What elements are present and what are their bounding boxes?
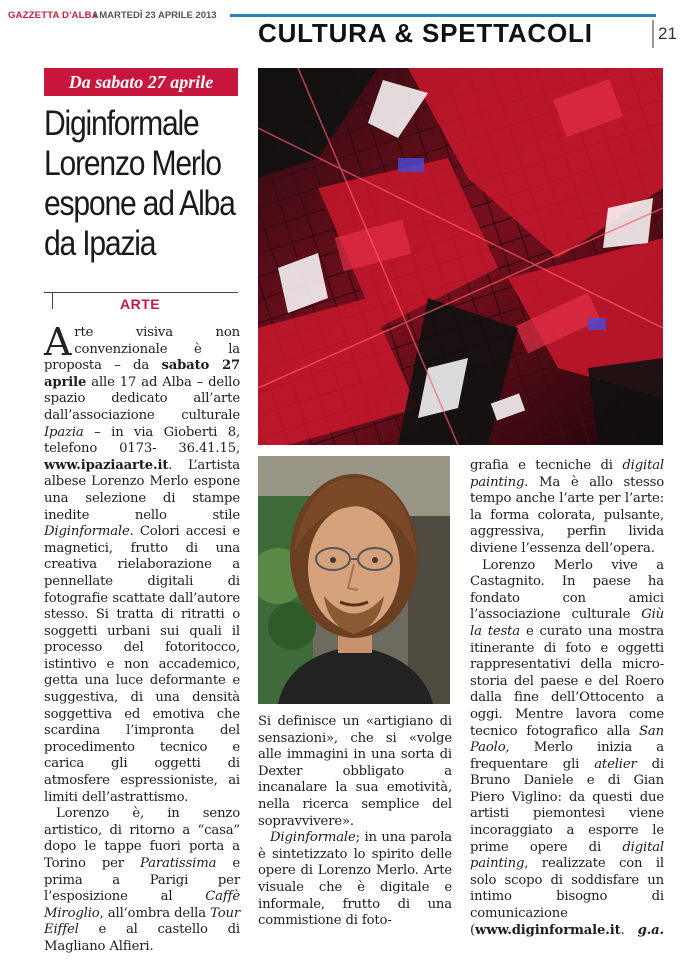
headline-line: espone ad Alba <box>44 184 235 223</box>
paragraph: Diginformale; in una parola è sintetizzato lo spirito delle opere di Lorenzo Merlo. Arte visuale che è digitale e informale, frutto di una commistione di foto- <box>258 830 452 929</box>
category-label: ARTE <box>120 296 161 312</box>
artwork-image <box>258 68 663 445</box>
category-rule <box>44 292 238 293</box>
paragraph: Lorenzo Merlo vive a Castagnito. In paese ha fondato con amici l’associazione culturale Giù la testa e curato una mostra itinerante di foto e oggetti rappresentativi della micro-storia del paese e del Roero dalla fine dell’Ottocento a oggi. Mentre lavora come tecnico fotografico alla San Paolo, Merlo inizia a frequentare gli atelier di Bruno Daniele e di Gian Piero Viglino: da questi due artisti piemontesi viene incoraggiato a esporre le prime opere di digital painting, realizzate con il solo scopo di soddisfare un intimo bisogno di comunicazione (www.diginformale.it. g.a. <box>470 557 664 938</box>
author-signature: g.a. <box>637 922 664 938</box>
headline-line: da Ipazia <box>44 224 156 263</box>
paragraph: Si definisce un «artigiano di sensazioni», che si «volge alle immagini in una sorta di Dexter obbligato a incanalare la sua emotività, nella ricerca semplice del sopravvivere». <box>258 714 452 829</box>
paragraph: Arte visiva non convenzionale è la proposta – da sabato 27 aprile alle 17 ad Alba – dello spazio dedicato all’arte dall’associazione culturale Ipazia – in via Gioberti 8, telefono 0173- 36.41.15, www.ipaziaarte.it. L’artista albese Lorenzo Merlo espone una selezione di stampe inedite nello stile Diginformale. Colori accesi e magnetici, frutto di una creativa rielaborazione a pennellate digitali di fotografie scattate dall’autore stesso. Si tratta di ritratti o soggetti urbani sui quali il processo del fotoritocco, istintivo e non accademico, getta una luce deformante e suggestiva, di una densità soggettiva ed emotiva che scardina l’impronta del procedimento tecnico e carica gli oggetti di atmosfere espressioniste, ai limiti dell’astrattismo. <box>44 320 241 805</box>
section-title: CULTURA & SPETTACOLI <box>258 18 593 48</box>
header-divider <box>652 20 654 48</box>
headline <box>44 104 250 264</box>
issue-date: ■ MARTEDÌ 23 APRILE 2013 <box>93 10 217 21</box>
headline-line: Lorenzo Merlo <box>44 144 221 183</box>
paragraph: Lorenzo è, in senzo artistico, di ritorno a “casa” dopo le tappe fuori porta a Torino per Paratissima e prima a Parigi per l’esposizione al Caffè Miroglio, all’ombra della Tour Eiffel e al castello di Magliano Alfieri. <box>44 806 240 954</box>
header-rule <box>230 14 656 17</box>
category-rule-tick <box>52 293 53 309</box>
headline-line: Diginformale <box>44 104 199 143</box>
portrait-photo <box>258 456 450 704</box>
paragraph: grafia e tecniche di digital painting. Ma è allo stesso tempo anche l’arte per l’arte: la forma colorata, pulsante, aggressiva, perfin livida diviene l’essenza dell’opera. <box>470 458 664 556</box>
kicker: Da sabato 27 aprile <box>44 68 238 96</box>
drop-cap: A <box>44 320 72 364</box>
article-column-1 <box>44 320 241 956</box>
article-column-3 <box>470 458 664 939</box>
page-number: 21 <box>658 24 677 43</box>
masthead: GAZZETTA D'ALBA <box>8 10 99 21</box>
article-column-2 <box>258 714 452 930</box>
